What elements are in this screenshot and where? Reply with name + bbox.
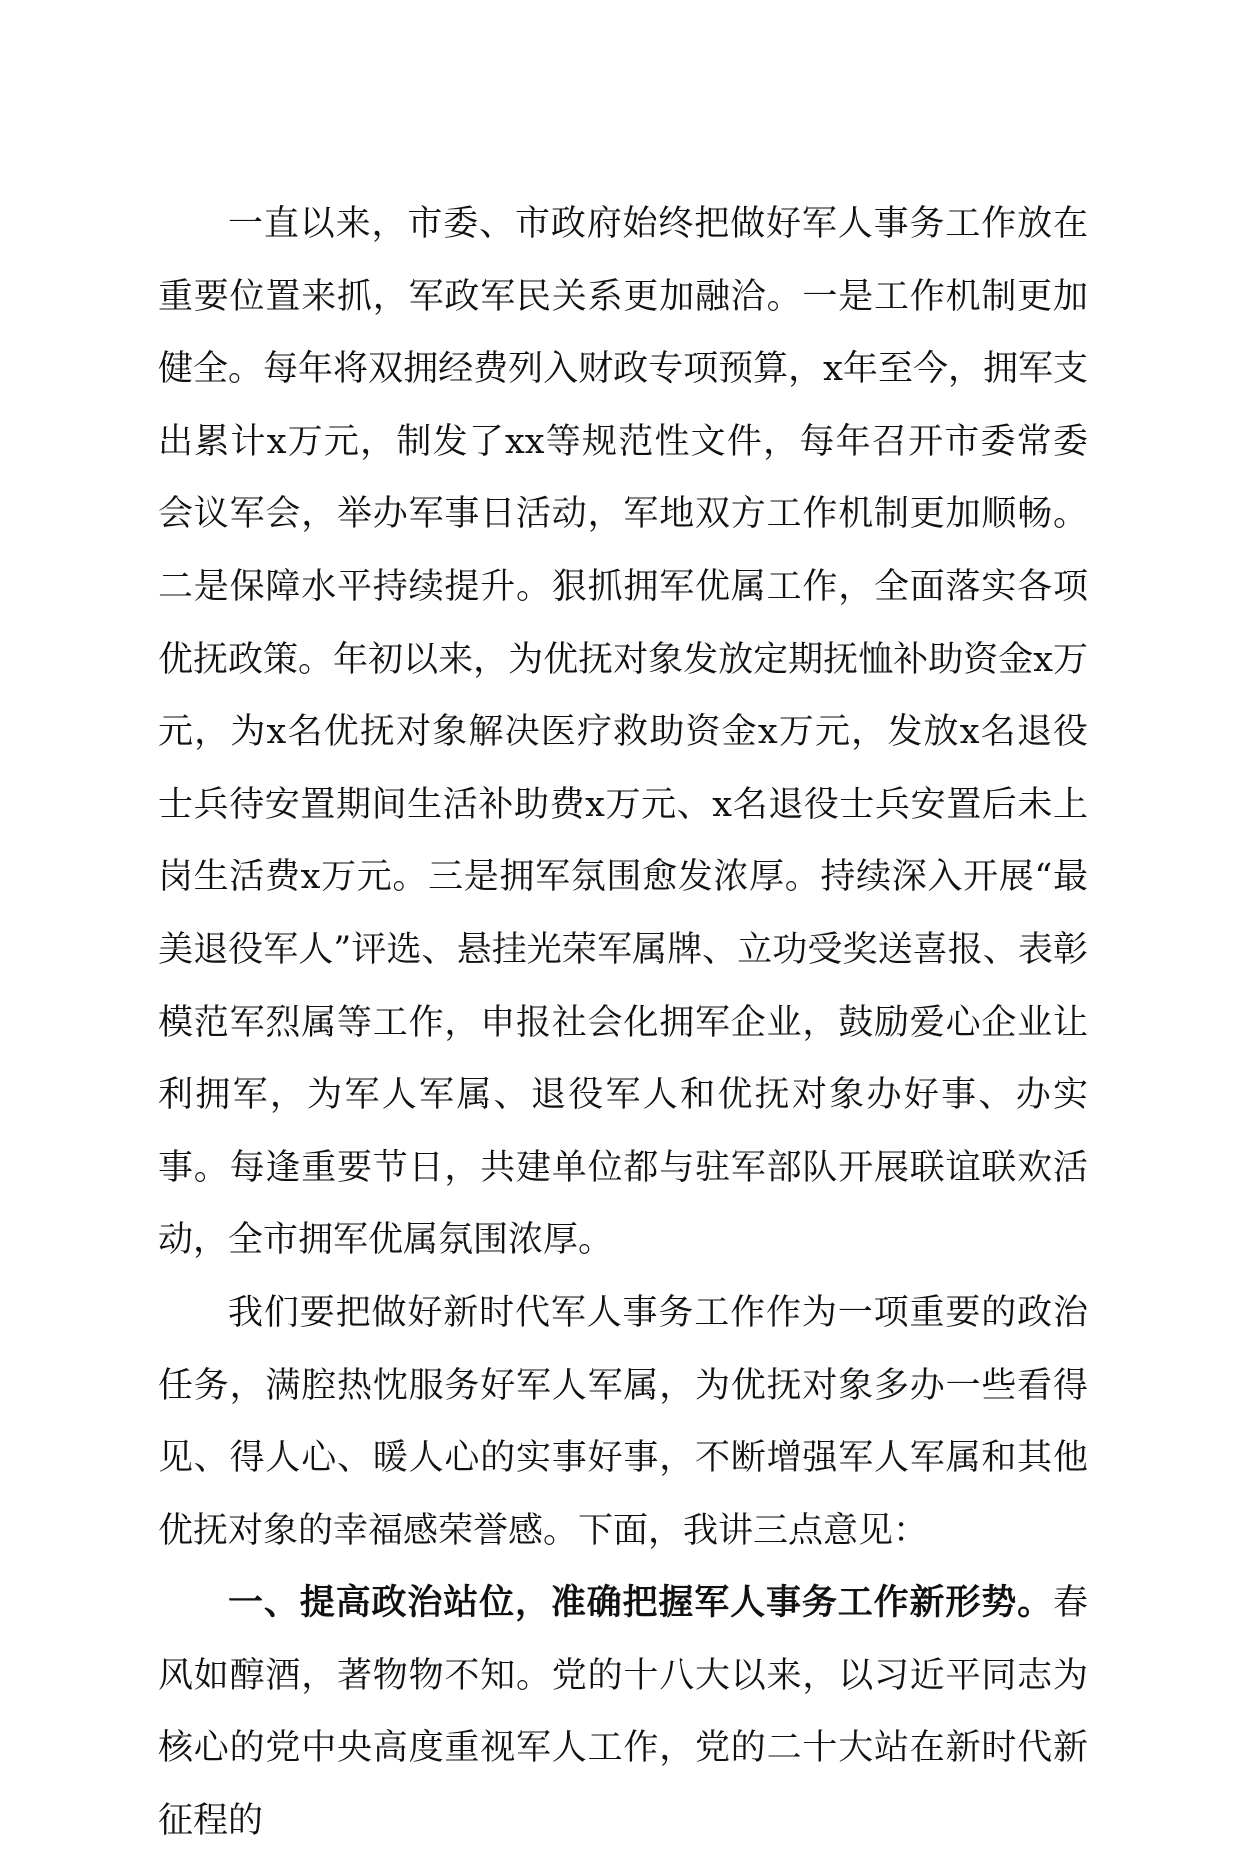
paragraph-intro: 我们要把做好新时代军人事务工作作为一项重要的政治任务，满腔热忱服务好军人军属，为优抚对象多办一些看得见、得人心、暖人心的实事好事，不断增强军人军属和其他优抚对象的幸福感荣誉感。下面，我讲三点意见：	[158, 1292, 1088, 1551]
section-one-text: 春风如醇酒，著物物不知。党的十八大以来，以习近平同志为核心的党中央高度重视军人工作，党的二十大站在新时代新征程的	[158, 1583, 1088, 1842]
section-one-heading: 一、提高政治站位，准确把握军人事务工作新形势。	[228, 1583, 1053, 1624]
paragraph-achievements: 一直以来，市委、市政府始终把做好军人事务工作放在重要位置来抓，军政军民关系更加融洽。一是工作机制更加健全。每年将双拥经费列入财政专项预算，x年至今，拥军支出累计x万元，制发了xx等规范性文件，每年召开市委常委会议军会，举办军事日活动，军地双方工作机制更加顺畅。二是保障水平持续提升。狠抓拥军优属工作，全面落实各项优抚政策。年初以来，为优抚对象发放定期抚恤补助资金x万元，为x名优抚对象解决医疗救助资金x万元，发放x名退役士兵待安置期间生活补助费x万元、x名退役士兵安置后未上岗生活费x万元。三是拥军氛围愈发浓厚。持续深入开展“最美退役军人”评选、悬挂光荣军属牌、立功受奖送喜报、表彰模范军烈属等工作，申报社会化拥军企业，鼓励爱心企业让利拥军，为军人军属、退役军人和优抚对象办好事、办实事。每逢重要节日，共建单位都与驻军部队开展联谊联欢活动，全市拥军优属氛围浓厚。	[158, 204, 1088, 1261]
paragraph-section-one	[158, 1567, 1088, 1857]
document-body	[158, 188, 1088, 1858]
